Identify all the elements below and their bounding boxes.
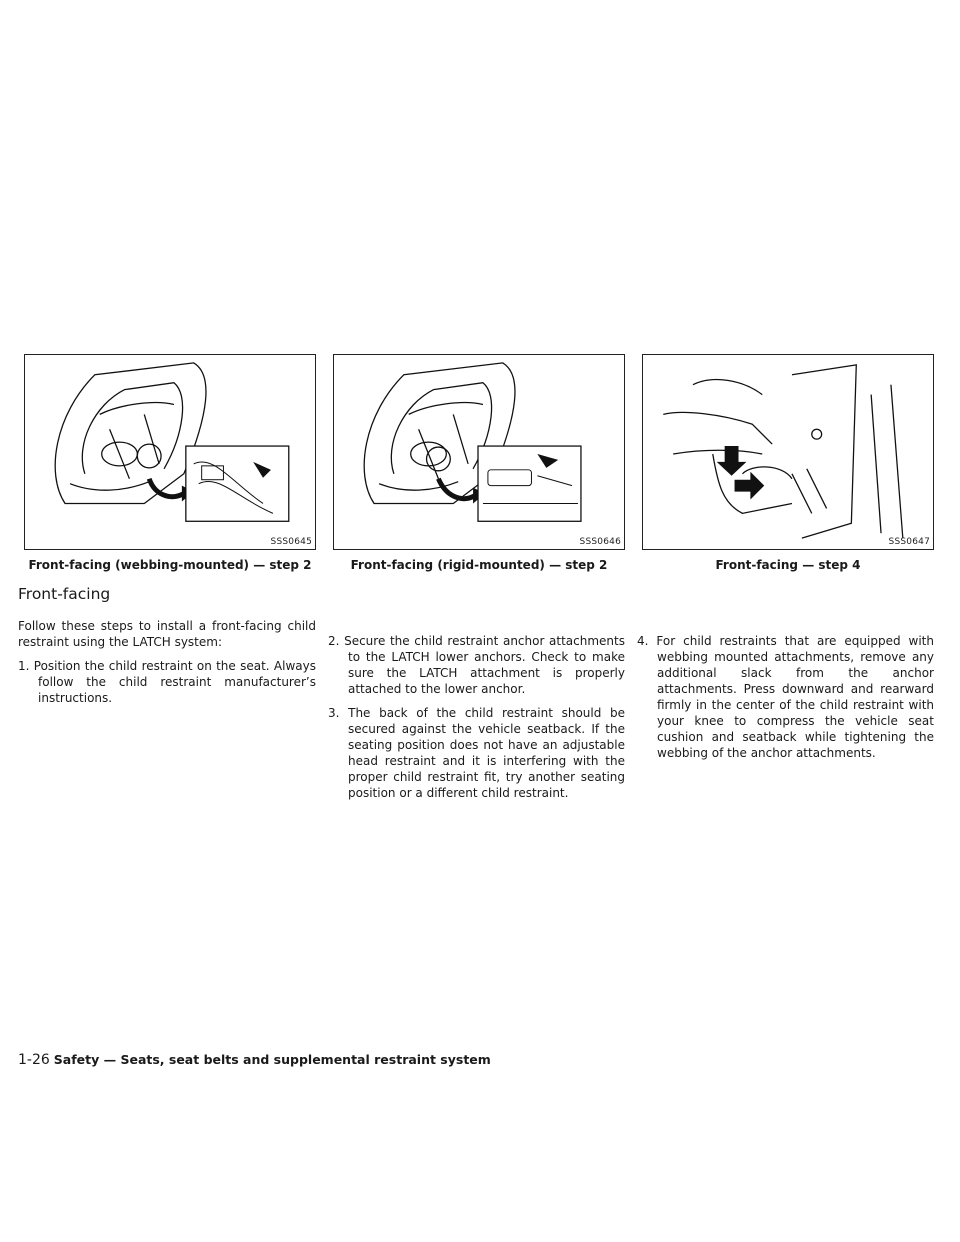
section-heading: Front-facing bbox=[18, 585, 111, 603]
figure-caption: Front-facing (webbing-mounted) — step 2 bbox=[28, 558, 312, 572]
child-seat-illustration bbox=[25, 355, 315, 549]
text-column-1 bbox=[18, 618, 316, 714]
step-3: 3. The back of the child restraint should be secured against the vehicle seatback. If the seating position does not have an adjustable head restraint and it is interfering with the proper child restraint fit, try another seating position or a different child restraint. bbox=[328, 706, 625, 800]
figure-code: SSS0647 bbox=[888, 537, 930, 547]
child-seat-illustration bbox=[334, 355, 624, 549]
step-2: 2. Secure the child restraint anchor attachments to the LATCH lower anchors. Check to make sure the LATCH attachment is properly attached to the lower anchor. bbox=[328, 634, 625, 696]
figure-code: SSS0646 bbox=[579, 537, 621, 547]
figure-webbing-mounted bbox=[24, 354, 316, 550]
step-1: 1. Position the child restraint on the seat. Always follow the child restraint manufacturer’s instructions. bbox=[18, 659, 316, 705]
page-footer bbox=[18, 1052, 491, 1068]
figure-caption: Front-facing — step 4 bbox=[715, 558, 861, 572]
knee-press-illustration bbox=[643, 355, 933, 549]
figure-rigid-mounted bbox=[333, 354, 625, 550]
figure-caption: Front-facing (rigid-mounted) — step 2 bbox=[350, 558, 608, 572]
text-column-3 bbox=[637, 633, 934, 769]
chapter-title: Safety — Seats, seat belts and supplemental restraint system bbox=[53, 1052, 491, 1067]
text-column-2 bbox=[328, 633, 625, 809]
figure-step-4 bbox=[642, 354, 934, 550]
intro-paragraph: Follow these steps to install a front-facing child restraint using the LATCH system: bbox=[18, 619, 316, 649]
step-4: 4. For child restraints that are equipped with webbing mounted attachments, remove any additional slack from the anchor attachments. Press downward and rearward firmly in the center of the child restraint with your knee to compress the vehicle seat cushion and seatback while tightening the webbing of the anchor attachments. bbox=[637, 634, 934, 760]
page-number: 1-26 bbox=[18, 1052, 50, 1068]
figure-code: SSS0645 bbox=[270, 537, 312, 547]
